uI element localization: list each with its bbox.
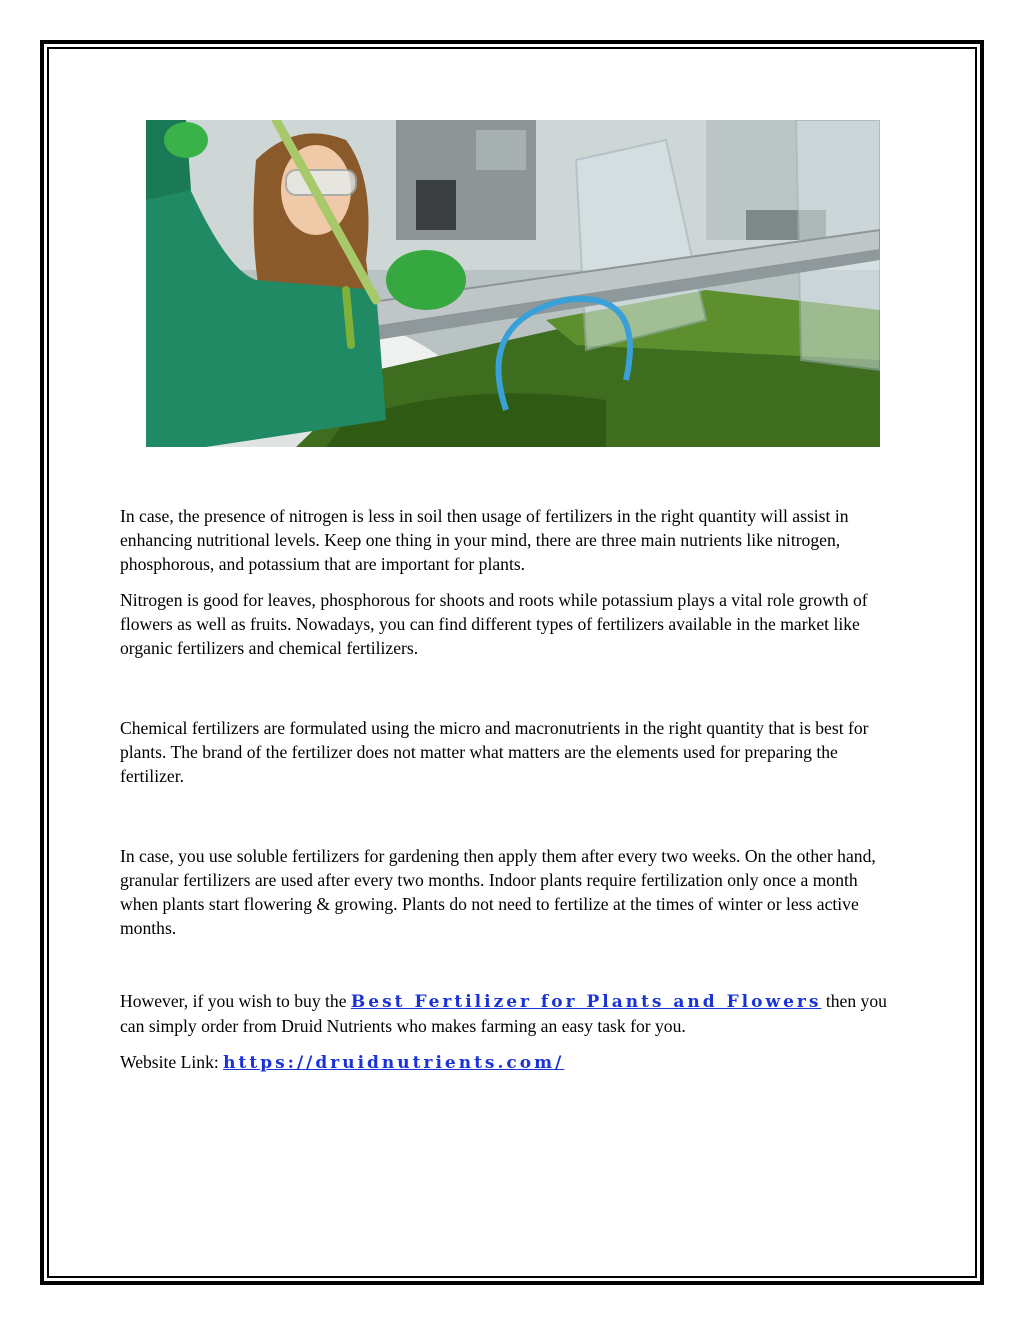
- paragraph-application-schedule: In case, you use soluble fertilizers for gardening then apply them after every two weeks. On the other hand, granular fertilizers are used after every two months. Indoor plants require fertilization only once a month when plants start flowering & growing. Plants do not need to fertilize at the times of winter or less active months.: [120, 846, 876, 938]
- lab-photo-illustration: [146, 120, 880, 447]
- website-link[interactable]: https://druidnutrients.com/: [223, 1053, 565, 1073]
- cta-prefix: However, if you wish to buy the: [120, 991, 351, 1011]
- website-label: Website Link:: [120, 1052, 224, 1072]
- paragraph-nitrogen-intro: In case, the presence of nitrogen is less in soil then usage of fertilizers in the right quantity will assist in enhancing nutritional levels. Keep one thing in your mind, there are three main nutrients like nitrogen, phosphorous, and potassium that are important for plants.: [120, 506, 849, 574]
- paragraph-chemical-fertilizers: Chemical fertilizers are formulated using the micro and macronutrients in the right quantity that is best for plants. The brand of the fertilizer does not matter what matters are the elements used for preparing the fertilizer.: [120, 718, 869, 786]
- article-body: [120, 504, 900, 1075]
- lab-photo: [146, 120, 880, 447]
- paragraph-call-to-action: [120, 989, 900, 1038]
- paragraph-website: [120, 1050, 900, 1075]
- paragraph-nutrient-roles: Nitrogen is good for leaves, phosphorous for shoots and roots while potassium plays a vital role growth of flowers as well as fruits. Nowadays, you can find different types of fertilizers available in the market like organic fertilizers and chemical fertilizers.: [120, 590, 868, 658]
- best-fertilizer-link[interactable]: Best Fertilizer for Plants and Flowers: [350, 992, 822, 1012]
- cta-suffix: then you can simply order from Druid Nutrients who makes farming an easy task for you.: [120, 991, 887, 1036]
